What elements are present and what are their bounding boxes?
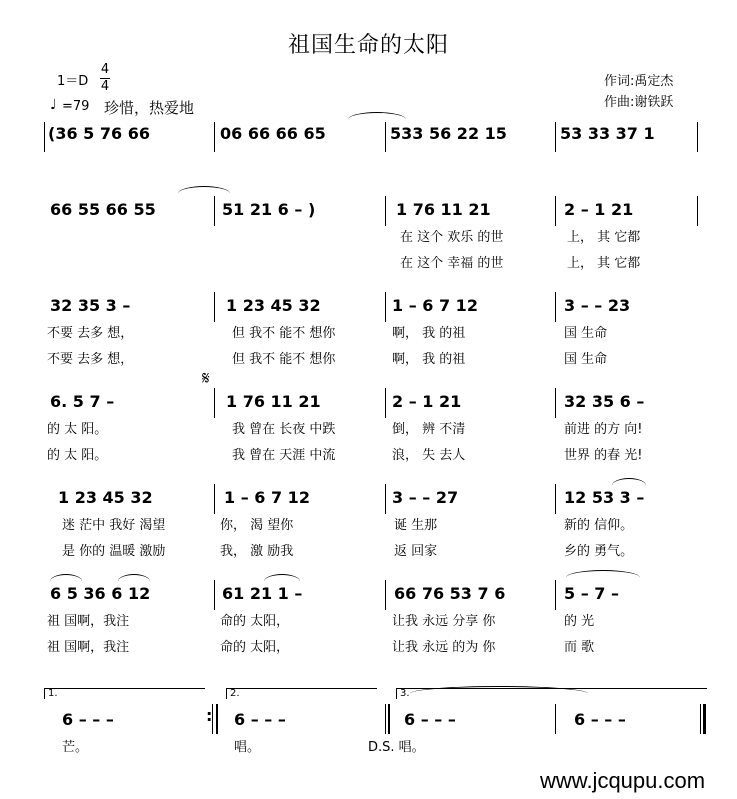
measure: 2 – 1 21 [392, 392, 462, 411]
volta-label: 1. [48, 688, 58, 699]
barline [555, 196, 556, 226]
final-barline [703, 704, 706, 734]
slur [264, 574, 300, 589]
measure: 6 – – – [404, 710, 456, 729]
volta-bracket [226, 688, 377, 699]
measure: 1 – 6 7 12 [224, 488, 310, 507]
lyric-line: 迷 茫中 我好 渴望 [62, 518, 166, 533]
measure: 6 – – – [234, 710, 286, 729]
repeat-sign: : [206, 706, 213, 725]
measure: 53 33 37 1 [560, 124, 655, 143]
measure: 12 53 3 – [564, 488, 645, 507]
barline [214, 580, 215, 610]
lyricist: 作词:禹定杰 [604, 74, 674, 89]
lyric-line: 世界 的春 光! [564, 448, 643, 463]
lyric-line: 返 回家 [394, 544, 438, 559]
measure: 61 21 1 – [222, 584, 303, 603]
barline [214, 388, 215, 418]
lyric-line: 前进 的方 向! [564, 422, 643, 437]
tie [410, 686, 588, 701]
barline [385, 292, 386, 322]
measure: (36 5 76 66 [48, 124, 150, 143]
barline [388, 704, 390, 734]
measure: 66 55 66 55 [50, 200, 156, 219]
lyric-line: 但 我不 能不 想你 [232, 326, 336, 341]
measure: 533 56 22 15 [390, 124, 507, 143]
measure: 5 – 7 – [564, 584, 619, 603]
measure: 3 – – 27 [392, 488, 459, 507]
barline [385, 704, 386, 734]
lyric-line: 倒， 辨 不清 [392, 422, 466, 437]
barline [555, 580, 556, 610]
slur [566, 570, 640, 585]
lyric-line: 新的 信仰。 [564, 518, 634, 533]
barline [214, 292, 215, 322]
slur [612, 478, 646, 493]
composer: 作曲:谢铁跃 [604, 95, 674, 110]
lyric-line: 诞 生那 [394, 518, 438, 533]
measure: 32 35 6 – [564, 392, 645, 411]
lyric-line: 上， 其 它都 [567, 230, 641, 245]
lyric-line: 让我 永远 的为 你 [392, 640, 496, 655]
measure: 6 – – – [574, 710, 626, 729]
lyric-line: 我 曾在 天涯 中流 [232, 448, 336, 463]
lyric-line: 我 曾在 长夜 中跌 [232, 422, 336, 437]
measure: 6 – – – [62, 710, 114, 729]
volta-label: 2. [230, 688, 240, 699]
barline [555, 122, 556, 152]
barline [214, 122, 215, 152]
slur [348, 112, 406, 127]
lyric-line: 乡的 勇气。 [564, 544, 634, 559]
segno-icon: 𝄋 [202, 368, 210, 389]
measure: 66 76 53 7 6 [394, 584, 506, 603]
lyric-line: D.S. 唱。 [368, 740, 425, 755]
tempo-marking: =79 [62, 99, 90, 114]
barline [697, 196, 698, 226]
lyric-line: 祖 国啊，我注 [47, 640, 130, 655]
slur [118, 574, 150, 589]
time-sig-top: 4 [100, 62, 110, 77]
measure: 06 66 66 65 [220, 124, 326, 143]
measure: 51 21 6 – ) [222, 200, 316, 219]
lyric-line: 啊， 我 的祖 [392, 326, 466, 341]
lyric-line: 不要 去多 想， [47, 326, 134, 341]
measure: 1 23 45 32 [226, 296, 321, 315]
lyric-line: 而 歌 [564, 640, 595, 655]
barline [555, 704, 556, 734]
lyric-line: 国 生命 [564, 352, 608, 367]
slur [50, 574, 82, 589]
barline [555, 388, 556, 418]
volta-bracket [44, 688, 205, 699]
note-glyph-icon: ♩ [50, 97, 57, 113]
lyric-line: 命的 太阳， [220, 614, 290, 629]
lyric-line: 浪， 失 去人 [392, 448, 466, 463]
lyric-line: 命的 太阳， [220, 640, 290, 655]
time-signature [100, 62, 110, 95]
lyric-line: 但 我不 能不 想你 [232, 352, 336, 367]
measure: 1 76 11 21 [396, 200, 491, 219]
lyric-line: 上， 其 它都 [567, 256, 641, 271]
barline [216, 704, 218, 734]
measure: 32 35 3 – [50, 296, 131, 315]
barline [555, 292, 556, 322]
barline [697, 122, 698, 152]
key-signature: 1＝D [57, 74, 89, 89]
measure: 1 23 45 32 [58, 488, 153, 507]
barline [385, 580, 386, 610]
lyric-line: 芒。 [62, 740, 89, 755]
lyric-line: 我， 激 励我 [220, 544, 294, 559]
barline [385, 388, 386, 418]
barline [212, 704, 213, 734]
lyric-line: 不要 去多 想， [47, 352, 134, 367]
measure: 6. 5 7 – [50, 392, 115, 411]
barline [214, 484, 215, 514]
lyric-line: 国 生命 [564, 326, 608, 341]
lyric-line: 祖 国啊，我注 [47, 614, 130, 629]
lyric-line: 唱。 [234, 740, 261, 755]
lyric-line: 在 这个 幸福 的世 [400, 256, 504, 271]
barline [700, 704, 701, 734]
lyric-line: 的 太 阳。 [47, 422, 108, 437]
measure: 1 76 11 21 [226, 392, 321, 411]
lyric-line: 让我 永远 分享 你 [392, 614, 496, 629]
lyric-line: 是 你的 温暖 激励 [62, 544, 166, 559]
time-sig-bottom: 4 [100, 79, 110, 94]
measure: 3 – – 23 [564, 296, 631, 315]
barline [385, 484, 386, 514]
barline [555, 484, 556, 514]
volta-label: 3. [400, 688, 410, 699]
measure: 6 5 36 6 12 [50, 584, 151, 603]
song-title: 祖国生命的太阳 [287, 33, 449, 58]
lyric-line: 你， 渴 望你 [220, 518, 294, 533]
lyric-line: 的 太 阳。 [47, 448, 108, 463]
measure: 1 – 6 7 12 [392, 296, 478, 315]
slur [178, 186, 230, 201]
measure: 2 – 1 21 [564, 200, 634, 219]
barline [385, 196, 386, 226]
lyric-line: 啊， 我 的祖 [392, 352, 466, 367]
lyric-line: 的 光 [564, 614, 595, 629]
expression-marking: 珍惜，热爱地 [104, 99, 195, 117]
lyric-line: 在 这个 欢乐 的世 [400, 230, 504, 245]
website-watermark: www.jcqupu.com [540, 768, 706, 793]
